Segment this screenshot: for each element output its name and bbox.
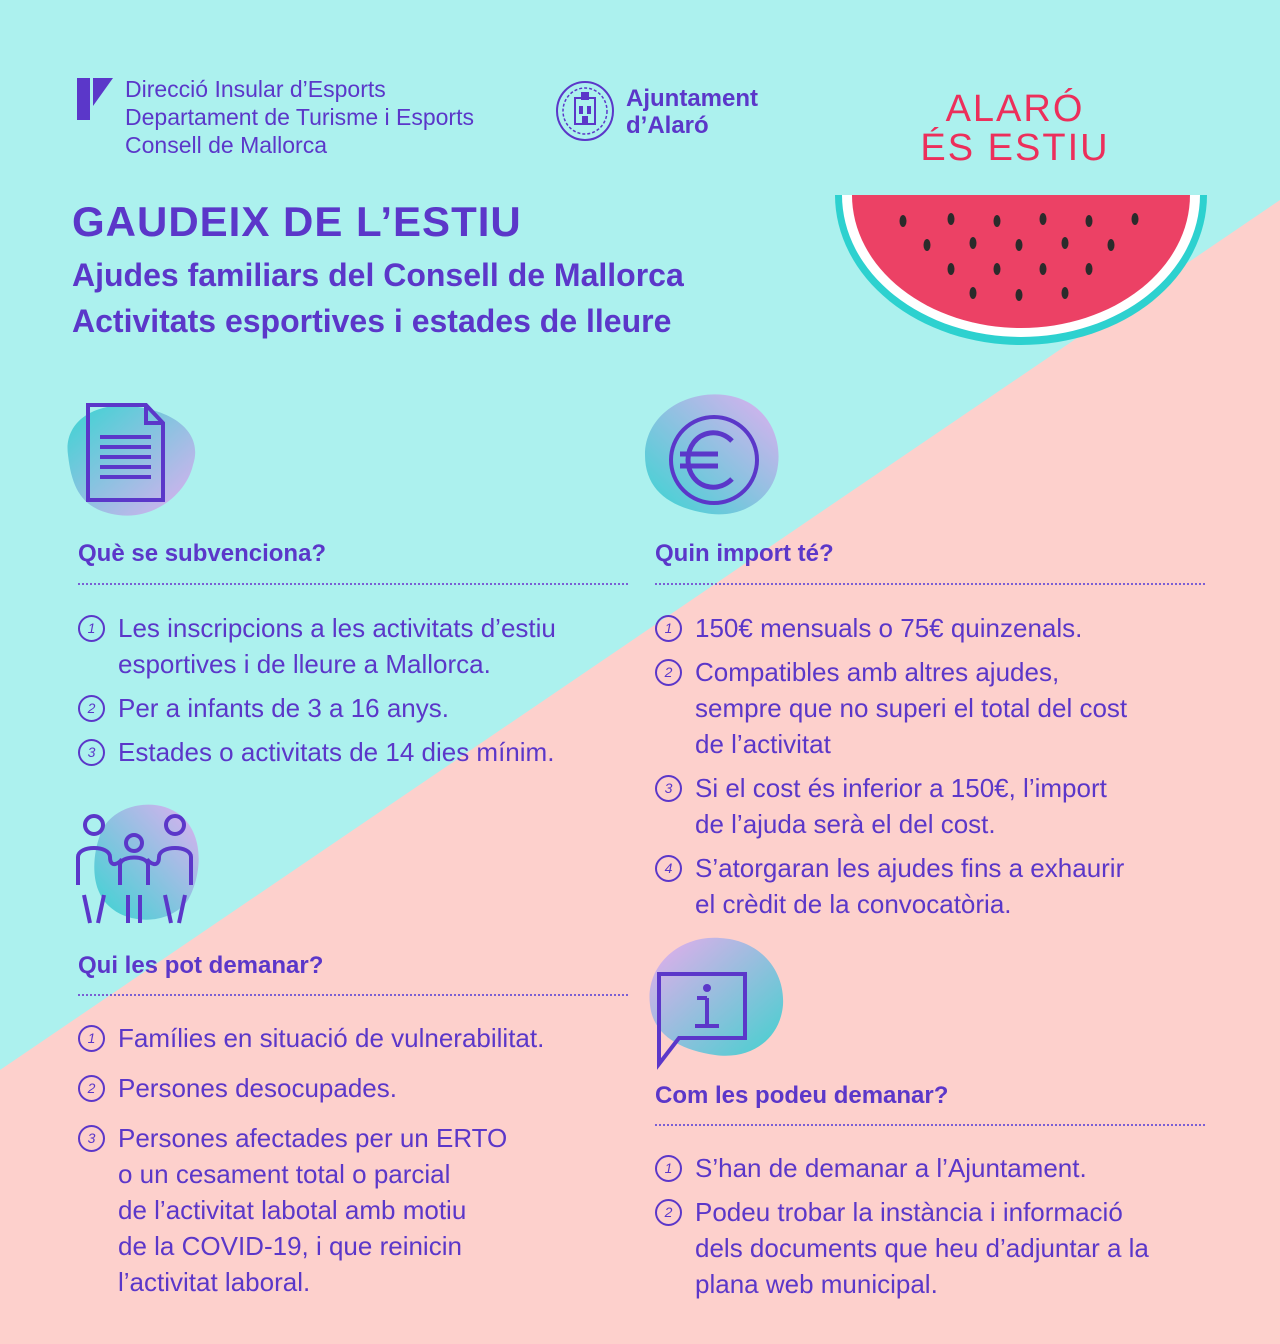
item-number: 1 (78, 615, 105, 642)
item-number: 1 (655, 1155, 682, 1182)
section-title-que: Què se subvenciona? (78, 540, 327, 567)
section-title-qui: Qui les pot demanar? (78, 952, 324, 979)
item-number: 2 (78, 695, 105, 722)
subtitle-line-2: Activitats esportives i estades de lleure (72, 303, 672, 339)
item-number: 2 (655, 1199, 682, 1226)
item-line: Les inscripcions a les activitats d’estiu (118, 613, 556, 643)
direccio-line-3: Consell de Mallorca (125, 132, 327, 158)
item-line: sempre que no superi el total del cost (695, 693, 1128, 723)
item-number: 3 (78, 1125, 105, 1152)
item-line: 150€ mensuals o 75€ quinzenals. (695, 613, 1083, 643)
consell-mallorca-logo-icon (77, 78, 113, 120)
item-line: l’activitat laboral. (118, 1267, 311, 1297)
list-item (655, 1150, 1235, 1186)
ajuntament-line-2: d’Alaró (626, 112, 709, 139)
list-item (78, 1020, 638, 1056)
direccio-insular-text (125, 75, 474, 159)
item-line: Persones afectades per un ERTO (118, 1123, 508, 1153)
item-number: 4 (655, 855, 682, 882)
item-line: Podeu trobar la instància i informació (695, 1197, 1123, 1227)
item-line: plana web municipal. (695, 1269, 938, 1299)
ajuntament-line-1: Ajuntament (626, 85, 758, 112)
item-line: Persones desocupades. (118, 1073, 397, 1103)
euro-icon (640, 385, 785, 525)
item-number: 1 (655, 615, 682, 642)
info-icon (645, 930, 790, 1070)
list-item (655, 850, 1235, 922)
list-item (78, 690, 638, 726)
list-item (78, 1120, 638, 1300)
list-item (655, 1194, 1235, 1302)
section-title-com: Com les podeu demanar? (655, 1082, 949, 1109)
item-line: de l’activitat labotal amb motiu (118, 1195, 467, 1225)
section-divider-com (655, 1124, 1205, 1126)
item-line: Famílies en situació de vulnerabilitat. (118, 1023, 545, 1053)
item-line: de la COVID-19, i que reinicin (118, 1231, 462, 1261)
item-number: 2 (78, 1075, 105, 1102)
list-item (78, 1070, 638, 1106)
item-line: el crèdit de la convocatòria. (695, 889, 1012, 919)
item-line: dels documents que heu d’adjuntar a la (695, 1233, 1149, 1263)
item-number: 1 (78, 1025, 105, 1052)
item-line: Estades o activitats de 14 dies mínim. (118, 737, 555, 767)
section-divider-qui (78, 994, 628, 996)
list-item (655, 770, 1235, 842)
family-icon (70, 795, 205, 930)
list-item (655, 654, 1235, 762)
page-title: GAUDEIX DE L’ESTIU (72, 198, 522, 245)
item-line: de l’activitat (695, 729, 831, 759)
item-line: Per a infants de 3 a 16 anys. (118, 693, 449, 723)
item-line: o un cesament total o parcial (118, 1159, 451, 1189)
document-icon (58, 395, 203, 525)
item-line: Compatibles amb altres ajudes, (695, 657, 1060, 687)
section-divider-que (78, 583, 628, 585)
section-divider-import (655, 583, 1205, 585)
ajuntament-seal-icon (555, 80, 615, 142)
ajuntament-text (626, 85, 758, 139)
list-item (78, 734, 638, 770)
list-qui (78, 1020, 638, 1308)
item-line: Si el cost és inferior a 150€, l’import (695, 773, 1107, 803)
item-number: 3 (655, 775, 682, 802)
list-item (78, 610, 638, 682)
list-com (655, 1150, 1235, 1310)
item-number: 3 (78, 739, 105, 766)
item-line: S’atorgaran les ajudes fins a exhaurir (695, 853, 1125, 883)
campaign-line-2: ÉS ESTIU (920, 127, 1110, 169)
item-line: esportives i de lleure a Mallorca. (118, 649, 491, 679)
section-title-import: Quin import té? (655, 540, 834, 567)
item-line: de l’ajuda serà el del cost. (695, 809, 996, 839)
subtitle-line-1: Ajudes familiars del Consell de Mallorca (72, 257, 684, 293)
list-import (655, 610, 1235, 930)
campaign-line-1: ALARÓ (945, 88, 1085, 130)
direccio-line-1: Direcció Insular d’Esports (125, 76, 386, 102)
list-item (655, 610, 1235, 646)
campaign-title (880, 90, 1150, 168)
item-line: S’han de demanar a l’Ajuntament. (695, 1153, 1087, 1183)
watermelon-slice-icon (830, 190, 1215, 350)
direccio-line-2: Departament de Turisme i Esports (125, 104, 474, 130)
page-subtitle (72, 252, 684, 344)
item-number: 2 (655, 659, 682, 686)
list-que (78, 610, 638, 778)
